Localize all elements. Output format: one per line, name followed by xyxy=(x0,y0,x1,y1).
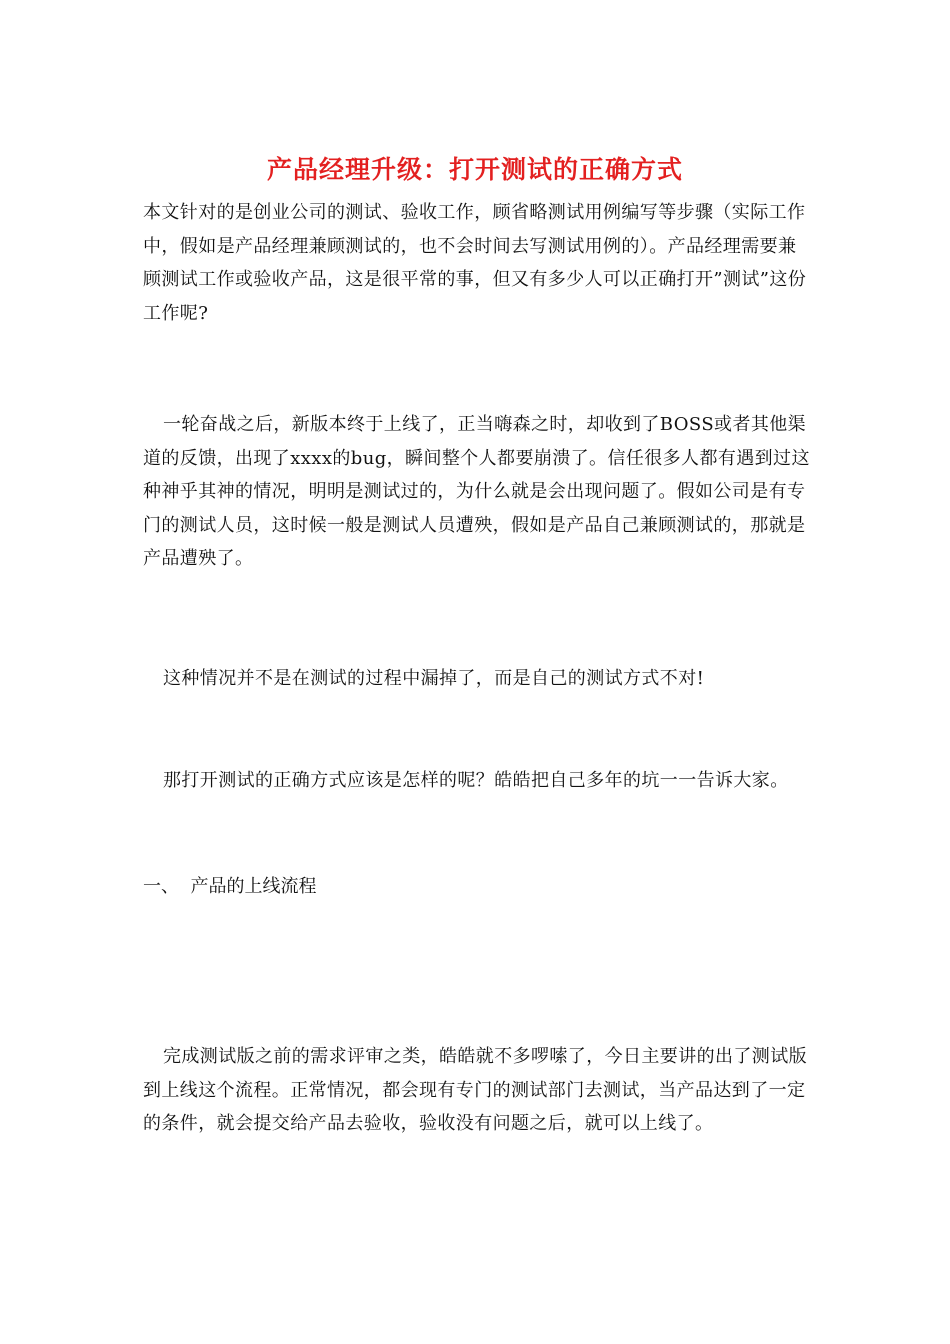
story-paragraph: 一轮奋战之后，新版本终于上线了，正当嗨森之时，却收到了BOSS或者其他渠道的反馈，出现了xxxx的bug，瞬间整个人都要崩溃了。信任很多人都有遇到过这种神乎其神的情况，明明是测试过的，为什么就是会出现问题了。假如公司是有专门的测试人员，这时候一般是测试人员遭殃，假如是产品自己兼顾测试的，那就是产品遭殃了。 xyxy=(143,414,810,569)
cause-paragraph: 这种情况并不是在测试的过程中漏掉了，而是自己的测试方式不对! xyxy=(163,668,705,689)
section-heading: 一、 产品的上线流程 xyxy=(143,876,317,897)
document-title: 产品经理升级：打开测试的正确方式 xyxy=(266,155,683,184)
question-paragraph: 那打开测试的正确方式应该是怎样的呢？皓皓把自己多年的坑一一告诉大家。 xyxy=(163,770,789,791)
intro-paragraph: 本文针对的是创业公司的测试、验收工作，顾省略测试用例编写等步骤（实际工作中，假如是产品经理兼顾测试的，也不会时间去写测试用例的）。产品经理需要兼顾测试工作或验收产品，这是很平常的事，但又有多少人可以正确打开”测试”这份工作呢? xyxy=(143,202,807,324)
process-paragraph: 完成测试版之前的需求评审之类，皓皓就不多啰嗦了，今日主要讲的出了测试版到上线这个流程。正常情况，都会现有专门的测试部门去测试，当产品达到了一定的条件，就会提交给产品去验收，验收没有问题之后，就可以上线了。 xyxy=(143,1046,807,1134)
